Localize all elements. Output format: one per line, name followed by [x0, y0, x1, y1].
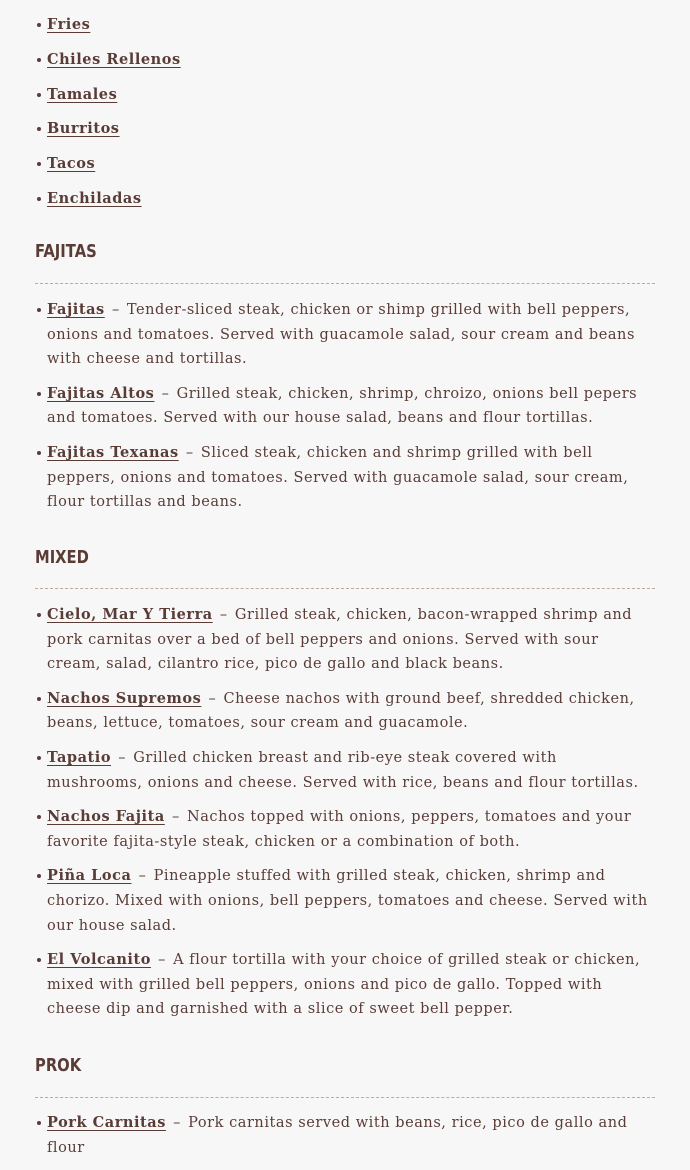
- section-divider: [35, 1097, 655, 1098]
- menu-item-description: Nachos topped with onions, peppers, tomatoes and your favorite fajita-style steak, chicken or a combination of both.: [47, 809, 632, 850]
- top-link-list: [35, 0, 655, 212]
- separator: –: [171, 809, 180, 826]
- list-item[interactable]: [47, 117, 655, 142]
- menu-item-name[interactable]: Nachos Fajita: [47, 808, 165, 826]
- section-fajitas: [35, 240, 655, 525]
- menu-item: [47, 298, 655, 372]
- menu-link[interactable]: Tacos: [47, 155, 96, 173]
- section-divider: [35, 283, 655, 284]
- menu-item-name[interactable]: Cielo, Mar Y Tierra: [47, 606, 213, 623]
- menu-item-name[interactable]: Nachos Supremos: [47, 689, 202, 707]
- menu-item-description: A flour tortilla with your choice of grilled steak or chicken, mixed with grilled bell peppers, onions and pico de gallo. Topped with cheese dip and garnished with a slice of sweet bell pepper.: [47, 952, 641, 1018]
- section-title: FAJITAS: [35, 241, 97, 262]
- menu-item-description: Pork carnitas served with beans, rice, pico de gallo and flour: [47, 1115, 628, 1156]
- list-item[interactable]: [47, 83, 655, 108]
- list-item[interactable]: [47, 48, 655, 73]
- menu-link[interactable]: Burritos: [47, 120, 120, 138]
- menu-item: [47, 746, 655, 795]
- menu-link[interactable]: Chiles Rellenos: [47, 50, 181, 68]
- separator: –: [173, 1115, 181, 1131]
- separator: –: [158, 952, 166, 969]
- section-divider: [35, 588, 655, 589]
- menu-item-name[interactable]: Fajitas Altos: [47, 384, 155, 402]
- menu-item-description: Pineapple stuffed with grilled steak, chicken, shrimp and chorizo. Mixed with onions, bell peppers, tomatoes and cheese. Served with our house salad.: [47, 868, 648, 934]
- menu-item: [47, 687, 655, 736]
- menu-item-description: Tender-sliced steak, chicken or shimp grilled with bell peppers, onions and tomatoes. Served with guacamole salad, sour cream and beans with cheese and tortillas.: [47, 302, 635, 368]
- menu-item: [47, 864, 655, 938]
- menu-item-description: Grilled steak, chicken, shrimp, chroizo, onions bell pepers and tomatoes. Served with our house salad, beans and flour tortillas.: [47, 385, 638, 427]
- list-item[interactable]: [47, 152, 655, 177]
- section-prok: [35, 1054, 655, 1170]
- list-item[interactable]: [47, 187, 655, 212]
- separator: –: [219, 607, 228, 623]
- menu-item-list: [35, 1111, 655, 1160]
- menu-item-name[interactable]: Fajitas Texanas: [47, 443, 179, 461]
- menu-item: [47, 382, 655, 431]
- separator: –: [161, 385, 170, 402]
- menu-item: [47, 603, 655, 677]
- menu-item: [47, 1111, 655, 1160]
- menu-item-list: [35, 603, 655, 1022]
- menu-link[interactable]: Tamales: [47, 85, 118, 103]
- separator: –: [111, 302, 120, 318]
- menu-item-description: Sliced steak, chicken and shrimp grilled with bell peppers, onions and tomatoes. Served with guacamole salad, sour cream, flour tortillas and beans.: [47, 444, 629, 511]
- menu-item: [47, 441, 655, 515]
- menu-item-description: Cheese nachos with ground beef, shredded chicken, beans, lettuce, tomatoes, sour cream and guacamole.: [47, 690, 635, 732]
- menu-item-name[interactable]: Piña Loca: [47, 867, 132, 885]
- menu-item-name[interactable]: Tapatio: [47, 748, 112, 766]
- menu-content: [35, 0, 655, 1156]
- menu-link[interactable]: Enchiladas: [47, 189, 142, 207]
- list-item[interactable]: [47, 13, 655, 38]
- separator: –: [138, 868, 147, 885]
- section-mixed: [35, 546, 655, 1032]
- menu-item-list: [35, 298, 655, 515]
- section-title: PROK: [35, 1055, 82, 1076]
- menu-item: [47, 948, 655, 1022]
- menu-item: [47, 805, 655, 854]
- menu-item-name[interactable]: El Volcanito: [47, 951, 151, 969]
- menu-item-name[interactable]: Fajitas: [47, 301, 105, 318]
- separator: –: [118, 749, 127, 766]
- menu-item-description: Grilled steak, chicken, bacon-wrapped shrimp and pork carnitas over a bed of bell peppers and onions. Served with sour cream, salad, cilantro rice, pico de gallo and black beans.: [47, 607, 633, 673]
- menu-item-description: Grilled chicken breast and rib-eye steak covered with mushrooms, onions and cheese. Served with rice, beans and flour tortillas.: [47, 749, 639, 791]
- separator: –: [185, 444, 194, 461]
- separator: –: [208, 690, 217, 707]
- menu-link[interactable]: Fries: [47, 16, 91, 33]
- menu-item-name[interactable]: Pork Carnitas: [47, 1114, 166, 1131]
- section-title: MIXED: [35, 547, 89, 568]
